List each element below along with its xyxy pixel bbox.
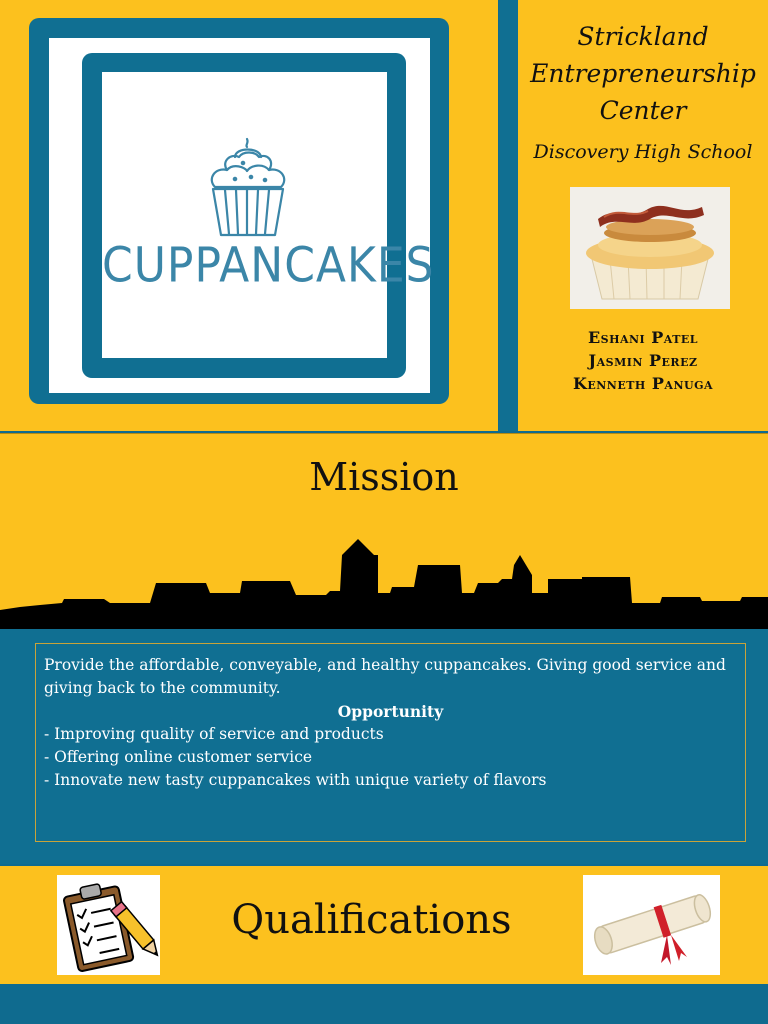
- diploma-scroll-icon: [583, 875, 720, 975]
- opportunity-item: - Offering online customer service: [44, 748, 313, 766]
- opportunity-item: - Improving quality of service and products: [44, 725, 384, 743]
- pancake-cupcake-photo: [570, 187, 730, 309]
- logo-wordmark: CUPPANCAKES: [102, 237, 435, 294]
- mission-title: Mission: [309, 455, 459, 499]
- center-name-line: Entrepreneurship: [530, 59, 756, 88]
- center-name: [518, 18, 768, 129]
- bottom-strip: [0, 984, 768, 1024]
- team-list: [518, 326, 768, 395]
- mission-statement: Provide the affordable, conveyable, and healthy cuppancakes. Giving good service and giving back to the community.: [44, 656, 726, 697]
- vertical-divider: [499, 0, 518, 431]
- opportunity-heading: Opportunity: [337, 702, 444, 721]
- center-name-line: Strickland: [577, 22, 709, 51]
- clipboard-checklist-icon: [57, 875, 160, 975]
- city-skyline-silhouette: [0, 535, 768, 630]
- team-member: Kenneth Panuga: [572, 374, 714, 393]
- opportunity-item: - Innovate new tasty cuppancakes with unique variety of flavors: [44, 771, 547, 789]
- mission-text-box: [35, 643, 746, 842]
- school-name: Discovery High School: [533, 141, 753, 163]
- team-member: Jasmin Perez: [588, 351, 698, 370]
- center-name-line: Center: [599, 96, 687, 125]
- cupcake-icon: [205, 135, 290, 240]
- team-member: Eshani Patel: [587, 328, 699, 347]
- qualifications-title: Qualifications: [231, 897, 512, 943]
